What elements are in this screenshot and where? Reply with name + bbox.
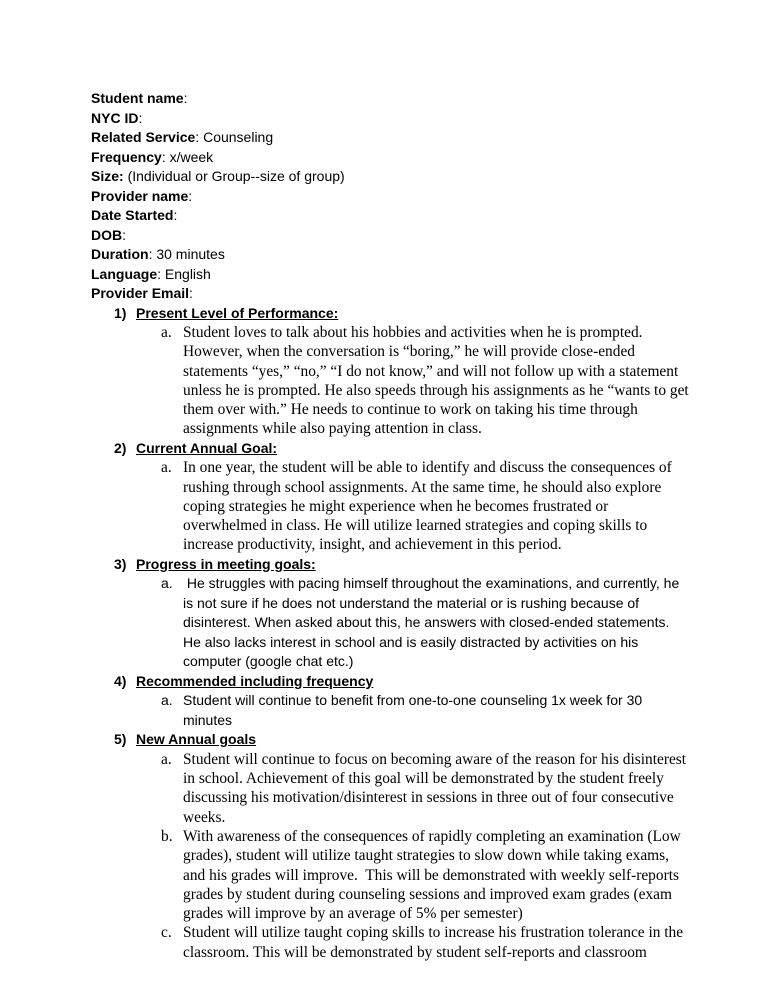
- item-text-line: increase productivity, insight, and achievement in this period.: [183, 536, 562, 554]
- section-number: 5): [114, 731, 127, 748]
- info-field: [91, 284, 691, 304]
- info-field: [91, 265, 691, 285]
- item-text-line: Student will utilize taught coping skills to increase his frustration tolerance in the: [183, 924, 684, 942]
- item-text-line: classroom. This will be demonstrated by student self-reports and classroom: [183, 943, 647, 961]
- section-number: 2): [114, 439, 127, 456]
- item-text-line: computer (google chat etc.): [183, 653, 354, 670]
- item-text-line: weeks.: [183, 808, 226, 826]
- info-field-colon: :: [161, 148, 166, 165]
- info-field-colon: :: [189, 285, 193, 301]
- info-field-value: x/week: [165, 148, 214, 165]
- item-marker: a.: [161, 575, 173, 592]
- item-text-line: He also lacks interest in school and is easily distracted by activities on his: [183, 633, 639, 650]
- item-text-line: rushing through school assignments. At the same time, he should also explore: [183, 478, 662, 496]
- student-info-fields: [91, 89, 691, 304]
- item-text-line: Student will continue to focus on becoming aware of the reason for his disinterest: [183, 750, 687, 768]
- info-field-value: (Individual or Group--size of group): [123, 168, 345, 184]
- item-text-line: unless he is prompted. He also speeds through his assignments as he “wants to get: [183, 381, 689, 399]
- item-marker: c.: [161, 924, 172, 942]
- item-text-line: He struggles with pacing himself throughout the examinations, and currently, he: [183, 575, 680, 592]
- item-text-line: overwhelmed in class. He will utilize learned strategies and coping skills to: [183, 517, 648, 535]
- report-sections: [91, 304, 691, 963]
- info-field-colon: :: [157, 265, 162, 282]
- info-field-colon: :: [188, 187, 193, 204]
- section-item: [91, 923, 691, 962]
- info-field-colon: :: [122, 226, 127, 243]
- info-field: [91, 109, 691, 129]
- info-field-label: Frequency: [91, 148, 162, 165]
- section-item: [91, 323, 691, 439]
- item-text-line: With awareness of the consequences of rapidly completing an examination (Low: [183, 827, 681, 845]
- item-marker: a.: [161, 692, 173, 709]
- section-heading: [91, 555, 691, 575]
- info-field-colon: :: [138, 109, 143, 126]
- info-field-label: Size:: [91, 168, 124, 184]
- item-text-line: and his grades will improve. This will be demonstrated with weekly self-reports: [183, 866, 679, 884]
- info-field-colon: :: [173, 207, 178, 223]
- info-field: [91, 206, 691, 226]
- section-heading: [91, 730, 691, 750]
- info-field: [91, 89, 691, 109]
- section-item: [91, 691, 691, 730]
- item-marker: b.: [161, 827, 173, 845]
- info-field-value: Counseling: [199, 129, 274, 145]
- item-marker: a.: [161, 459, 172, 477]
- item-text-line: grades), student will utilize taught strategies to slow down while taking exams,: [183, 847, 669, 865]
- info-field: [91, 148, 691, 168]
- section-item: [91, 574, 691, 672]
- section-item: [91, 458, 691, 554]
- item-text-line: Student loves to talk about his hobbies and activities when he is prompted.: [183, 324, 643, 341]
- section-number: 3): [114, 555, 127, 572]
- item-marker: a.: [161, 750, 172, 768]
- info-field-label: NYC ID: [91, 109, 139, 126]
- item-text-line: in school. Achievement of this goal will be demonstrated by the student freely: [183, 770, 664, 788]
- info-field-label: Provider name: [91, 187, 189, 204]
- info-field-colon: :: [183, 90, 188, 106]
- item-text-line: statements “yes,” “no,” “I do not know,” and will not follow up with a statement: [183, 362, 679, 380]
- item-text-line: grades will improve by an average of 5% per semester): [183, 905, 523, 923]
- info-field-label: Date Started: [91, 207, 174, 223]
- section-title: Progress in meeting goals:: [136, 555, 316, 572]
- info-field-value: English: [161, 265, 211, 282]
- section-title: Present Level of Performance:: [136, 304, 339, 321]
- info-field: [91, 167, 691, 187]
- report-section: [91, 730, 691, 962]
- section-heading: [91, 439, 691, 459]
- section-heading: [91, 304, 691, 324]
- section-title: New Annual goals: [136, 731, 257, 748]
- item-marker: a.: [161, 324, 172, 341]
- info-field-label: Language: [91, 265, 158, 282]
- item-text-line: is not sure if he does not understand the material or is rushing because of: [183, 594, 640, 611]
- info-field: [91, 187, 691, 207]
- info-field-label: Duration: [91, 246, 149, 262]
- section-item: [91, 750, 691, 827]
- info-field: [91, 245, 691, 265]
- section-title: Current Annual Goal:: [136, 439, 278, 456]
- section-number: 1): [114, 304, 127, 321]
- item-text-line: minutes: [183, 711, 233, 728]
- item-text-line: them over with.” He needs to continue to work on taking his time through: [183, 401, 638, 419]
- report-section: [91, 439, 691, 555]
- info-field-label: Related Service: [91, 129, 196, 145]
- section-heading: [91, 672, 691, 692]
- info-field-label: Provider Email: [91, 285, 190, 301]
- item-text-line: grades by student during counseling sessions and improved exam grades (exam: [183, 885, 672, 903]
- report-section: [91, 304, 691, 439]
- item-text-line: disinterest. When asked about this, he answers with closed-ended statements.: [183, 614, 670, 631]
- item-text-line: Student will continue to benefit from one-to-one counseling 1x week for 30: [183, 692, 643, 709]
- info-field: [91, 128, 691, 148]
- report-section: [91, 555, 691, 672]
- document-page: [91, 89, 691, 962]
- info-field-value: 30 minutes: [152, 246, 225, 262]
- report-section: [91, 672, 691, 731]
- item-text-line: coping strategies he might experience when he becomes frustrated or: [183, 497, 609, 515]
- section-item: [91, 827, 691, 923]
- item-text-line: discussing his motivation/disinterest in sessions in three out of four consecutive: [183, 789, 674, 807]
- info-field: [91, 226, 691, 246]
- info-field-colon: :: [195, 129, 200, 145]
- section-title: Recommended including frequency: [136, 672, 374, 689]
- info-field-label: DOB: [91, 226, 123, 243]
- item-text-line: However, when the conversation is “boring,” he will provide close-ended: [183, 343, 635, 361]
- info-field-colon: :: [148, 246, 153, 262]
- item-text-line: In one year, the student will be able to identify and discuss the consequences of: [183, 459, 672, 477]
- info-field-label: Student name: [91, 90, 184, 106]
- item-text-line: assignments while also paying attention in class.: [183, 420, 482, 438]
- section-number: 4): [114, 672, 127, 689]
